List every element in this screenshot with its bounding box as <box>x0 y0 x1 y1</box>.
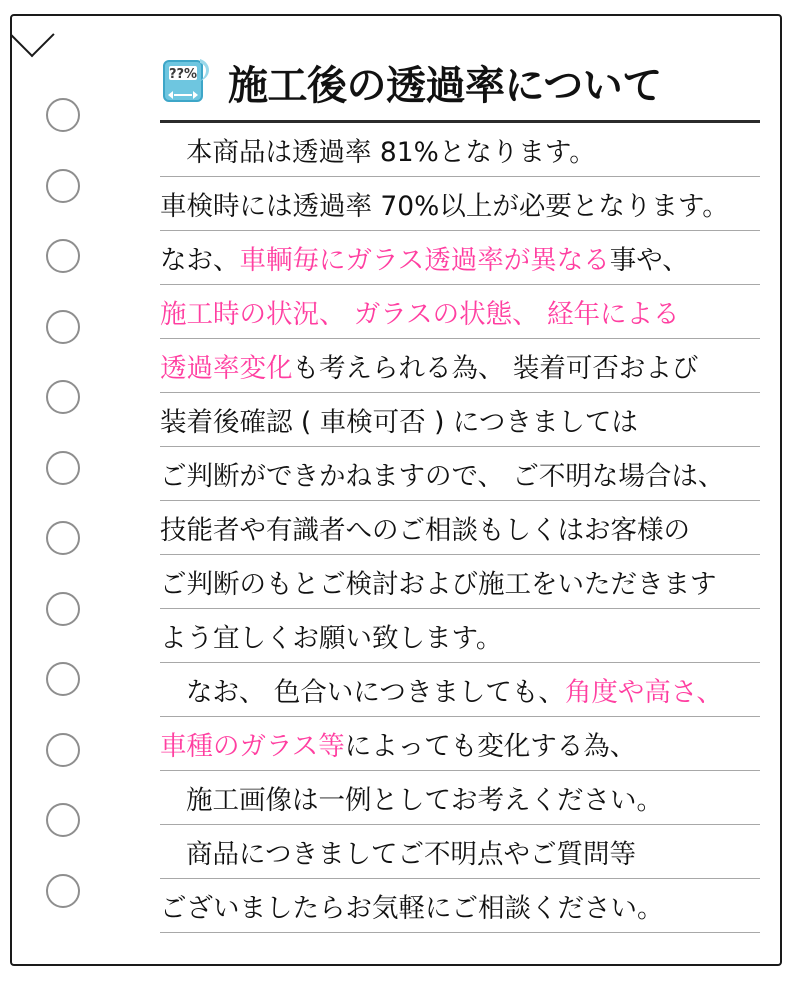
body-text: 装着後確認 ( 車検可否 ) につきましては <box>160 407 638 438</box>
punch-hole <box>46 803 80 837</box>
document-content <box>160 46 760 933</box>
body-text: 技能者や有識者へのご相談もしくはお客様の <box>160 515 690 546</box>
text-line <box>160 663 760 717</box>
body-text: 車検時には透過率 70%以上が必要となります。 <box>160 191 729 222</box>
highlighted-text: 施工時の状況、 ガラスの状態、 経年による <box>160 299 680 330</box>
highlighted-text: 角度や高さ、 <box>564 677 723 708</box>
body-text: 商品につきましてご不明点やご質問等 <box>186 839 636 870</box>
punch-hole <box>46 451 80 485</box>
text-line <box>160 447 760 501</box>
document-title-row <box>160 46 760 123</box>
text-line <box>160 771 760 825</box>
text-line <box>160 123 760 177</box>
body-text: なお、 色合いにつきましても、 <box>186 677 565 708</box>
svg-text:??%: ??% <box>168 67 198 82</box>
punch-hole <box>46 521 80 555</box>
punch-hole <box>46 98 80 132</box>
text-line <box>160 501 760 555</box>
text-line <box>160 609 760 663</box>
text-line <box>160 555 760 609</box>
notepad-sheet <box>10 14 782 966</box>
window-tint-question-icon <box>160 53 218 111</box>
punch-hole <box>46 733 80 767</box>
body-text: 本商品は透過率 81%となります。 <box>186 137 596 168</box>
punch-hole <box>46 239 80 273</box>
text-line <box>160 177 760 231</box>
punch-hole-column <box>36 98 90 908</box>
punch-hole <box>46 169 80 203</box>
document-body <box>160 123 760 933</box>
body-text: も考えられる為、 装着可否および <box>292 353 699 384</box>
text-line <box>160 393 760 447</box>
highlighted-text: 車種のガラス等 <box>160 731 345 762</box>
text-line <box>160 717 760 771</box>
punch-hole <box>46 662 80 696</box>
punch-hole <box>46 310 80 344</box>
body-text: ご判断ができかねますので、 ご不明な場合は、 <box>160 461 725 492</box>
text-line <box>160 285 760 339</box>
body-text: よう宜しくお願い致します。 <box>160 623 503 654</box>
text-line <box>160 879 760 933</box>
text-line <box>160 231 760 285</box>
page-title: 施工後の透過率について <box>228 62 662 109</box>
body-text: ご判断のもとご検討および施工をいただきます <box>160 569 717 600</box>
body-text: ございましたらお気軽にご相談ください。 <box>160 893 664 924</box>
highlighted-text: 車輌毎にガラス透過率が異なる <box>239 245 610 276</box>
body-text: によっても変化する為、 <box>344 731 637 762</box>
body-text: なお、 <box>160 245 240 276</box>
body-text: 施工画像は一例としてお考えください。 <box>186 785 663 816</box>
body-text: 事や、 <box>609 245 689 276</box>
punch-hole <box>46 380 80 414</box>
punch-hole <box>46 592 80 626</box>
text-line <box>160 825 760 879</box>
text-line <box>160 339 760 393</box>
page-corner-fold <box>10 14 55 57</box>
highlighted-text: 透過率変化 <box>160 353 293 384</box>
punch-hole <box>46 874 80 908</box>
